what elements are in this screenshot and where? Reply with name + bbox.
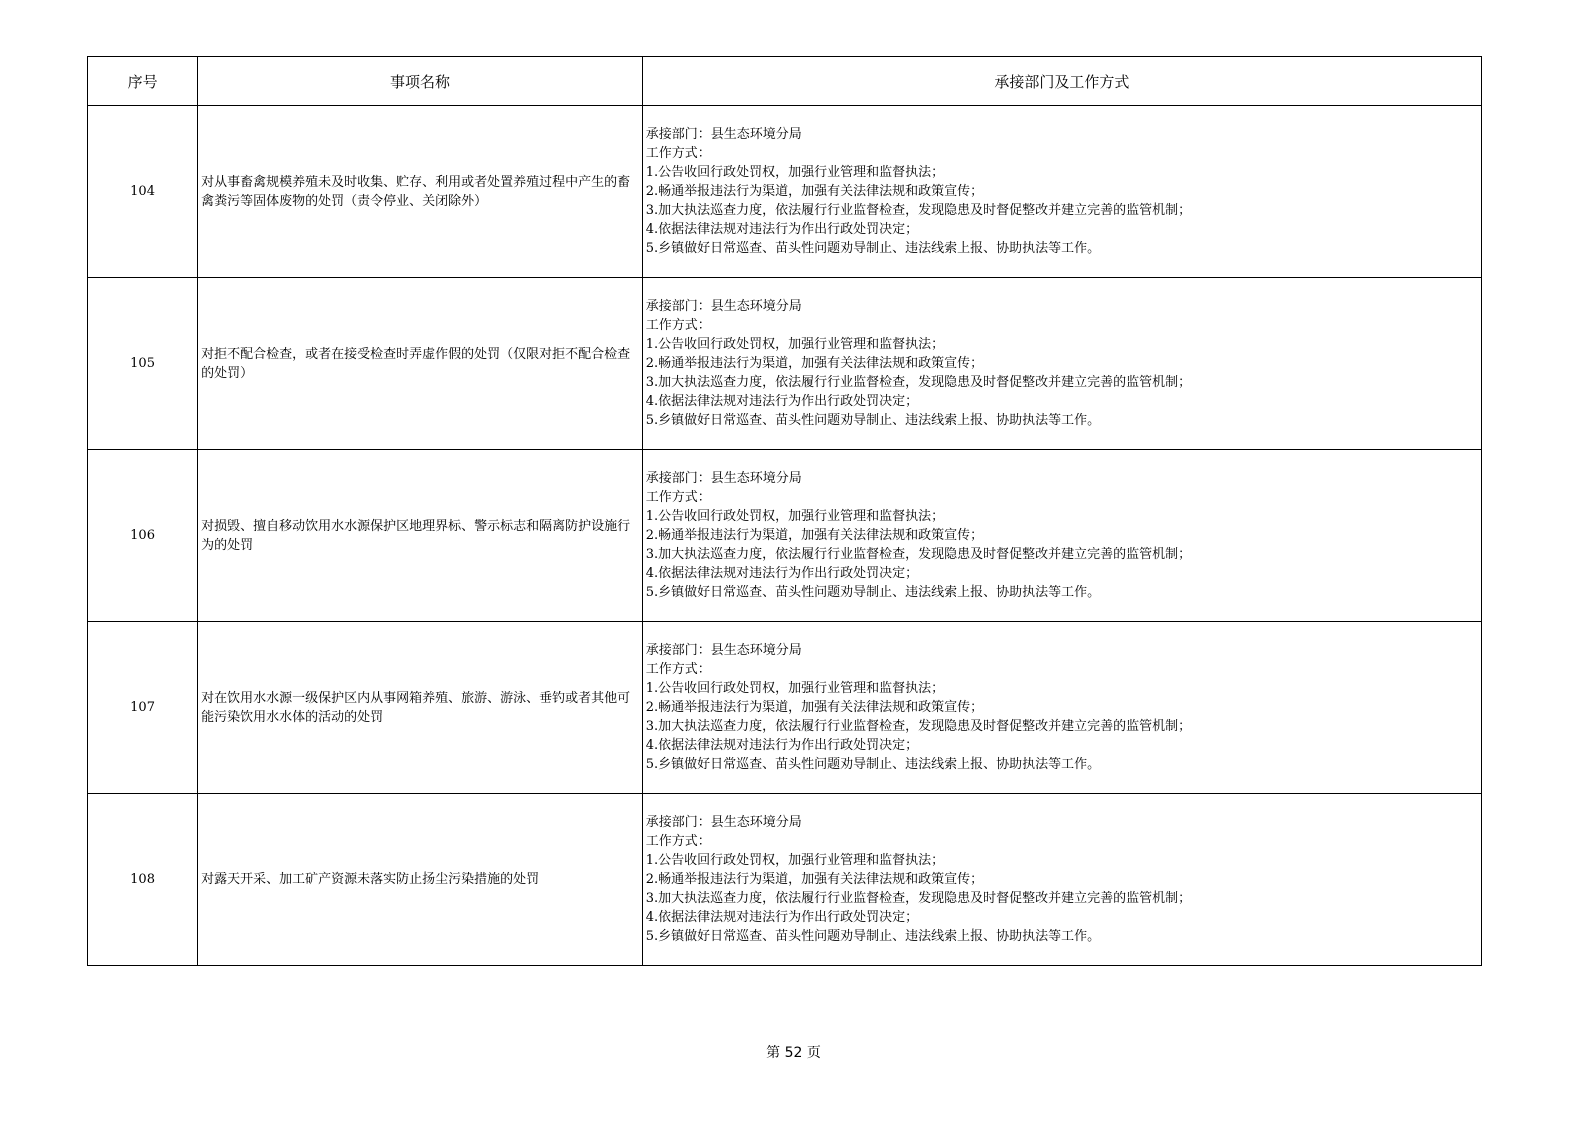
row-item-name xyxy=(198,794,643,966)
row-department-and-method xyxy=(642,794,1481,966)
row-item-name xyxy=(198,106,643,278)
row-item-name xyxy=(198,622,643,794)
table-body xyxy=(88,106,1482,966)
item-name-text: 对从事畜禽规模养殖未及时收集、贮存、利用或者处置养殖过程中产生的畜禽粪污等固体废物的处罚（责令停业、关闭除外） xyxy=(201,174,631,209)
dept-line: 5.乡镇做好日常巡查、苗头性问题劝导制止、违法线索上报、协助执法等工作。 xyxy=(645,585,1101,600)
table-row xyxy=(88,106,1482,278)
header-department-and-method: 承接部门及工作方式 xyxy=(642,57,1481,106)
dept-line: 2.畅通举报违法行为渠道，加强有关法律法规和政策宣传； xyxy=(645,872,984,887)
dept-line: 2.畅通举报违法行为渠道，加强有关法律法规和政策宣传； xyxy=(645,700,984,715)
dept-line: 4.依据法律法规对违法行为作出行政处罚决定； xyxy=(645,222,919,237)
item-name-text: 对在饮用水水源一级保护区内从事网箱养殖、旅游、游泳、垂钓或者其他可能污染饮用水水体的活动的处罚 xyxy=(201,690,631,725)
dept-line: 工作方式： xyxy=(645,318,711,333)
dept-line: 2.畅通举报违法行为渠道，加强有关法律法规和政策宣传； xyxy=(645,184,984,199)
dept-line: 工作方式： xyxy=(645,834,711,849)
dept-line: 4.依据法律法规对违法行为作出行政处罚决定； xyxy=(645,566,919,581)
table-row xyxy=(88,794,1482,966)
row-serial-number: 106 xyxy=(88,450,198,622)
dept-line: 4.依据法律法规对违法行为作出行政处罚决定； xyxy=(645,394,919,409)
items-table xyxy=(87,56,1482,966)
row-serial-number: 105 xyxy=(88,278,198,450)
dept-line: 4.依据法律法规对违法行为作出行政处罚决定； xyxy=(645,910,919,925)
item-name-text: 对损毁、擅自移动饮用水水源保护区地理界标、警示标志和隔离防护设施行为的处罚 xyxy=(201,518,631,553)
table-row xyxy=(88,278,1482,450)
dept-line: 2.畅通举报违法行为渠道，加强有关法律法规和政策宣传； xyxy=(645,528,984,543)
dept-line: 3.加大执法巡查力度，依法履行行业监督检查，发现隐患及时督促整改并建立完善的监管机制； xyxy=(645,719,1192,734)
dept-line: 工作方式： xyxy=(645,662,711,677)
table-header-row xyxy=(88,57,1482,106)
dept-line: 1.公告收回行政处罚权，加强行业管理和监督执法； xyxy=(645,337,945,352)
dept-line: 承接部门：县生态环境分局 xyxy=(645,643,802,658)
dept-line: 1.公告收回行政处罚权，加强行业管理和监督执法； xyxy=(645,509,945,524)
row-item-name xyxy=(198,450,643,622)
dept-line: 承接部门：县生态环境分局 xyxy=(645,127,802,142)
dept-line: 承接部门：县生态环境分局 xyxy=(645,815,802,830)
page-number: 第 52 页 xyxy=(766,1045,821,1061)
row-item-name xyxy=(198,278,643,450)
dept-line: 承接部门：县生态环境分局 xyxy=(645,299,802,314)
row-department-and-method xyxy=(642,278,1481,450)
table-row xyxy=(88,622,1482,794)
dept-line: 承接部门：县生态环境分局 xyxy=(645,471,802,486)
dept-line: 工作方式： xyxy=(645,490,711,505)
item-name-text: 对拒不配合检查，或者在接受检查时弄虚作假的处罚（仅限对拒不配合检查的处罚） xyxy=(201,346,631,381)
row-serial-number: 104 xyxy=(88,106,198,278)
item-name-text: 对露天开采、加工矿产资源未落实防止扬尘污染措施的处罚 xyxy=(201,872,540,887)
table-row xyxy=(88,450,1482,622)
dept-line: 工作方式： xyxy=(645,146,711,161)
header-serial-number: 序号 xyxy=(88,57,198,106)
dept-line: 1.公告收回行政处罚权，加强行业管理和监督执法； xyxy=(645,853,945,868)
dept-line: 5.乡镇做好日常巡查、苗头性问题劝导制止、违法线索上报、协助执法等工作。 xyxy=(645,757,1101,772)
dept-line: 5.乡镇做好日常巡查、苗头性问题劝导制止、违法线索上报、协助执法等工作。 xyxy=(645,929,1101,944)
row-serial-number: 107 xyxy=(88,622,198,794)
dept-line: 5.乡镇做好日常巡查、苗头性问题劝导制止、违法线索上报、协助执法等工作。 xyxy=(645,413,1101,428)
row-serial-number: 108 xyxy=(88,794,198,966)
dept-line: 3.加大执法巡查力度，依法履行行业监督检查，发现隐患及时督促整改并建立完善的监管机制； xyxy=(645,547,1192,562)
dept-line: 3.加大执法巡查力度，依法履行行业监督检查，发现隐患及时督促整改并建立完善的监管机制； xyxy=(645,375,1192,390)
dept-line: 1.公告收回行政处罚权，加强行业管理和监督执法； xyxy=(645,681,945,696)
dept-line: 3.加大执法巡查力度，依法履行行业监督检查，发现隐患及时督促整改并建立完善的监管机制； xyxy=(645,891,1192,906)
dept-line: 3.加大执法巡查力度，依法履行行业监督检查，发现隐患及时督促整改并建立完善的监管机制； xyxy=(645,203,1192,218)
row-department-and-method xyxy=(642,450,1481,622)
dept-line: 4.依据法律法规对违法行为作出行政处罚决定； xyxy=(645,738,919,753)
header-item-name: 事项名称 xyxy=(198,57,643,106)
row-department-and-method xyxy=(642,106,1481,278)
dept-line: 5.乡镇做好日常巡查、苗头性问题劝导制止、违法线索上报、协助执法等工作。 xyxy=(645,241,1101,256)
row-department-and-method xyxy=(642,622,1481,794)
dept-line: 2.畅通举报违法行为渠道，加强有关法律法规和政策宣传； xyxy=(645,356,984,371)
dept-line: 1.公告收回行政处罚权，加强行业管理和监督执法； xyxy=(645,165,945,180)
